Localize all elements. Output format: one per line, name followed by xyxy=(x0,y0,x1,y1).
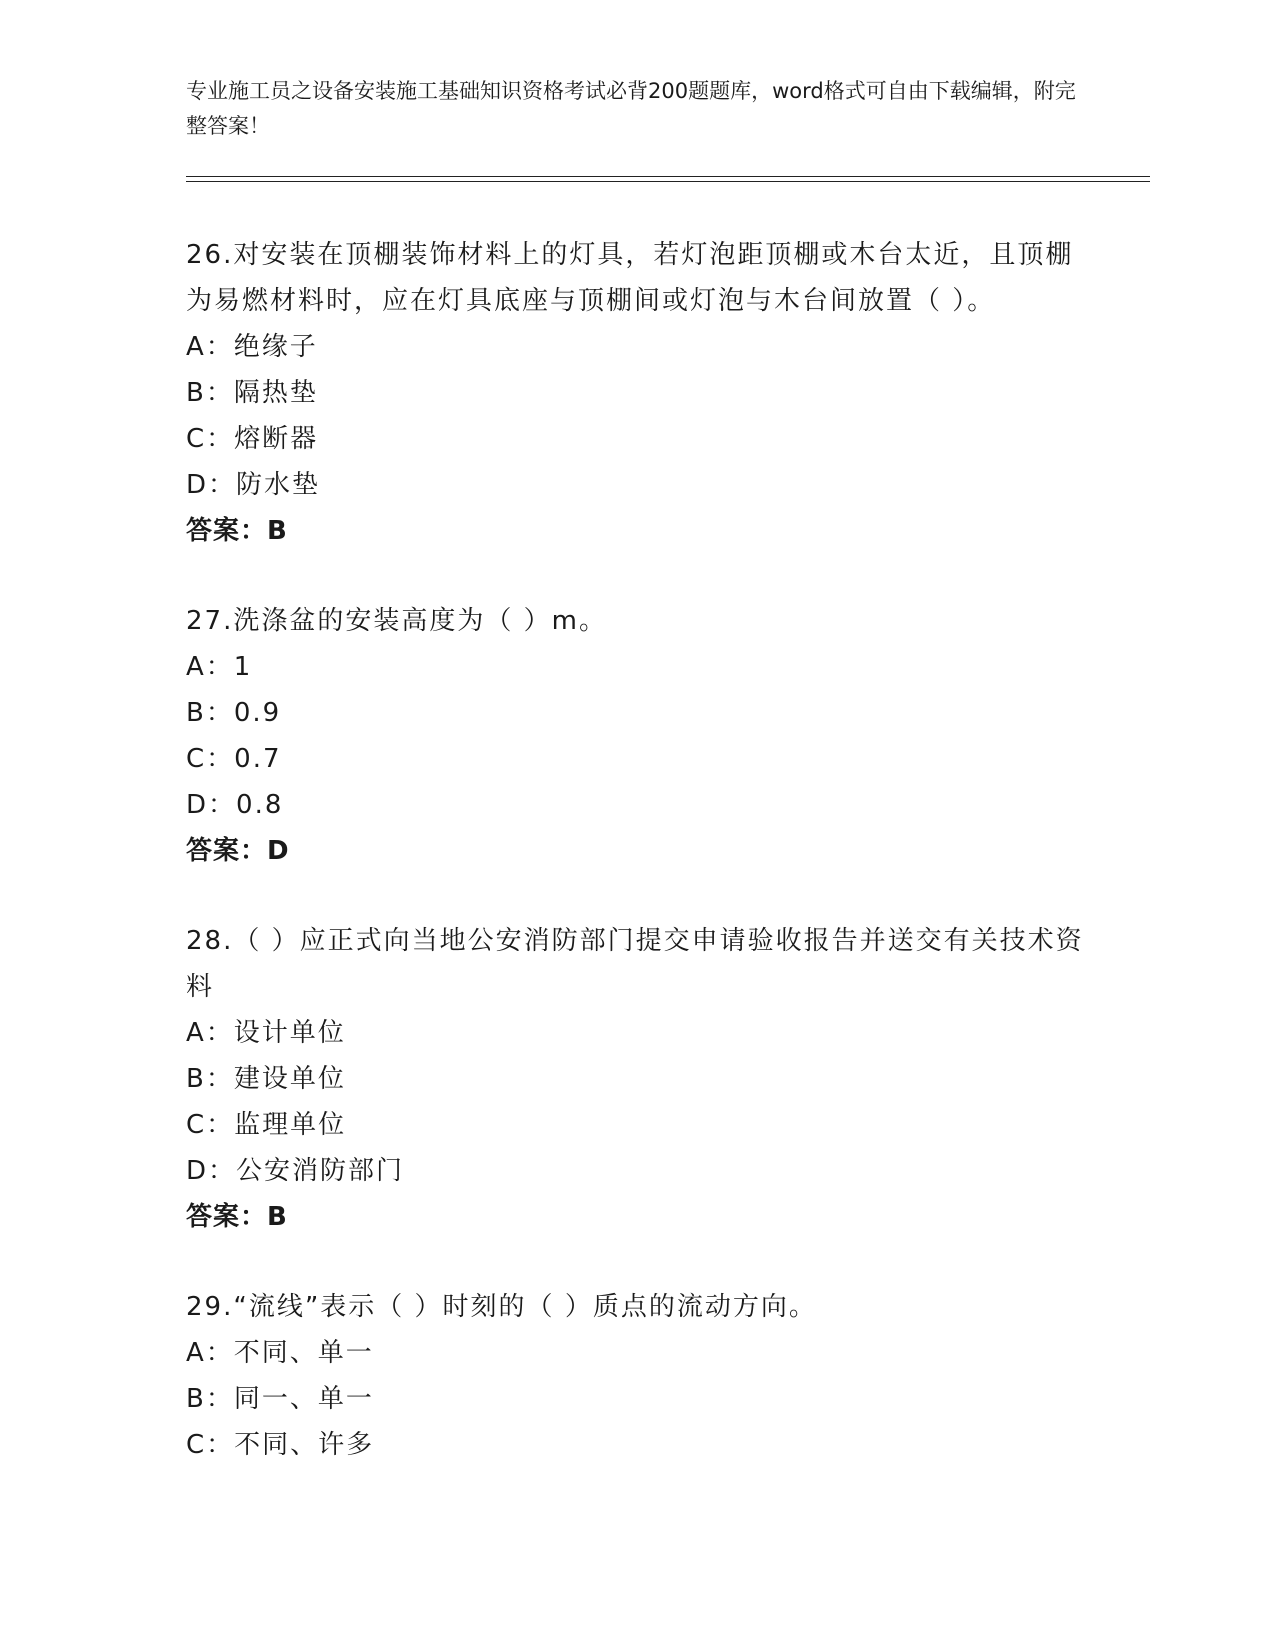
option-a: A：设计单位 xyxy=(186,1018,346,1048)
option-c: C：0.7 xyxy=(186,744,282,774)
option-b: B：同一、单一 xyxy=(186,1384,374,1414)
option-d: D：公安消防部门 xyxy=(186,1156,405,1186)
option-d: D：防水垫 xyxy=(186,470,321,500)
option-c: C：不同、许多 xyxy=(186,1430,375,1460)
document-header: 专业施工员之设备安装施工基础知识资格考试必背200题题库，word格式可自由下载编辑，附完整答案！ xyxy=(186,79,1076,138)
question-27 xyxy=(186,598,1086,874)
option-a: A：绝缘子 xyxy=(186,332,318,362)
option-d: D：0.8 xyxy=(186,790,284,820)
option-b: B：建设单位 xyxy=(186,1064,346,1094)
question-stem: 28.（ ）应正式向当地公安消防部门提交申请验收报告并送交有关技术资料 xyxy=(186,926,1084,1002)
option-a: A：不同、单一 xyxy=(186,1338,374,1368)
option-a: A：1 xyxy=(186,652,253,682)
question-26 xyxy=(186,232,1086,554)
option-b: B：隔热垫 xyxy=(186,378,318,408)
question-29 xyxy=(186,1284,1086,1468)
question-28 xyxy=(186,918,1086,1240)
question-stem: 26.对安装在顶棚装饰材料上的灯具，若灯泡距顶棚或木台太近，且顶棚为易燃材料时，应在灯具底座与顶棚间或灯泡与木台间放置（ ）。 xyxy=(186,240,1074,316)
header-divider-top xyxy=(186,176,1150,177)
option-c: C：熔断器 xyxy=(186,424,319,454)
answer-label: 答案：B xyxy=(186,516,288,546)
header-divider-bottom xyxy=(186,181,1150,182)
option-c: C：监理单位 xyxy=(186,1110,347,1140)
answer-label: 答案：D xyxy=(186,836,290,866)
answer-label: 答案：B xyxy=(186,1202,288,1232)
option-b: B：0.9 xyxy=(186,698,282,728)
question-stem: 27.洗涤盆的安装高度为（ ）m。 xyxy=(186,606,607,636)
question-stem: 29.“流线”表示（ ）时刻的（ ）质点的流动方向。 xyxy=(186,1292,817,1322)
